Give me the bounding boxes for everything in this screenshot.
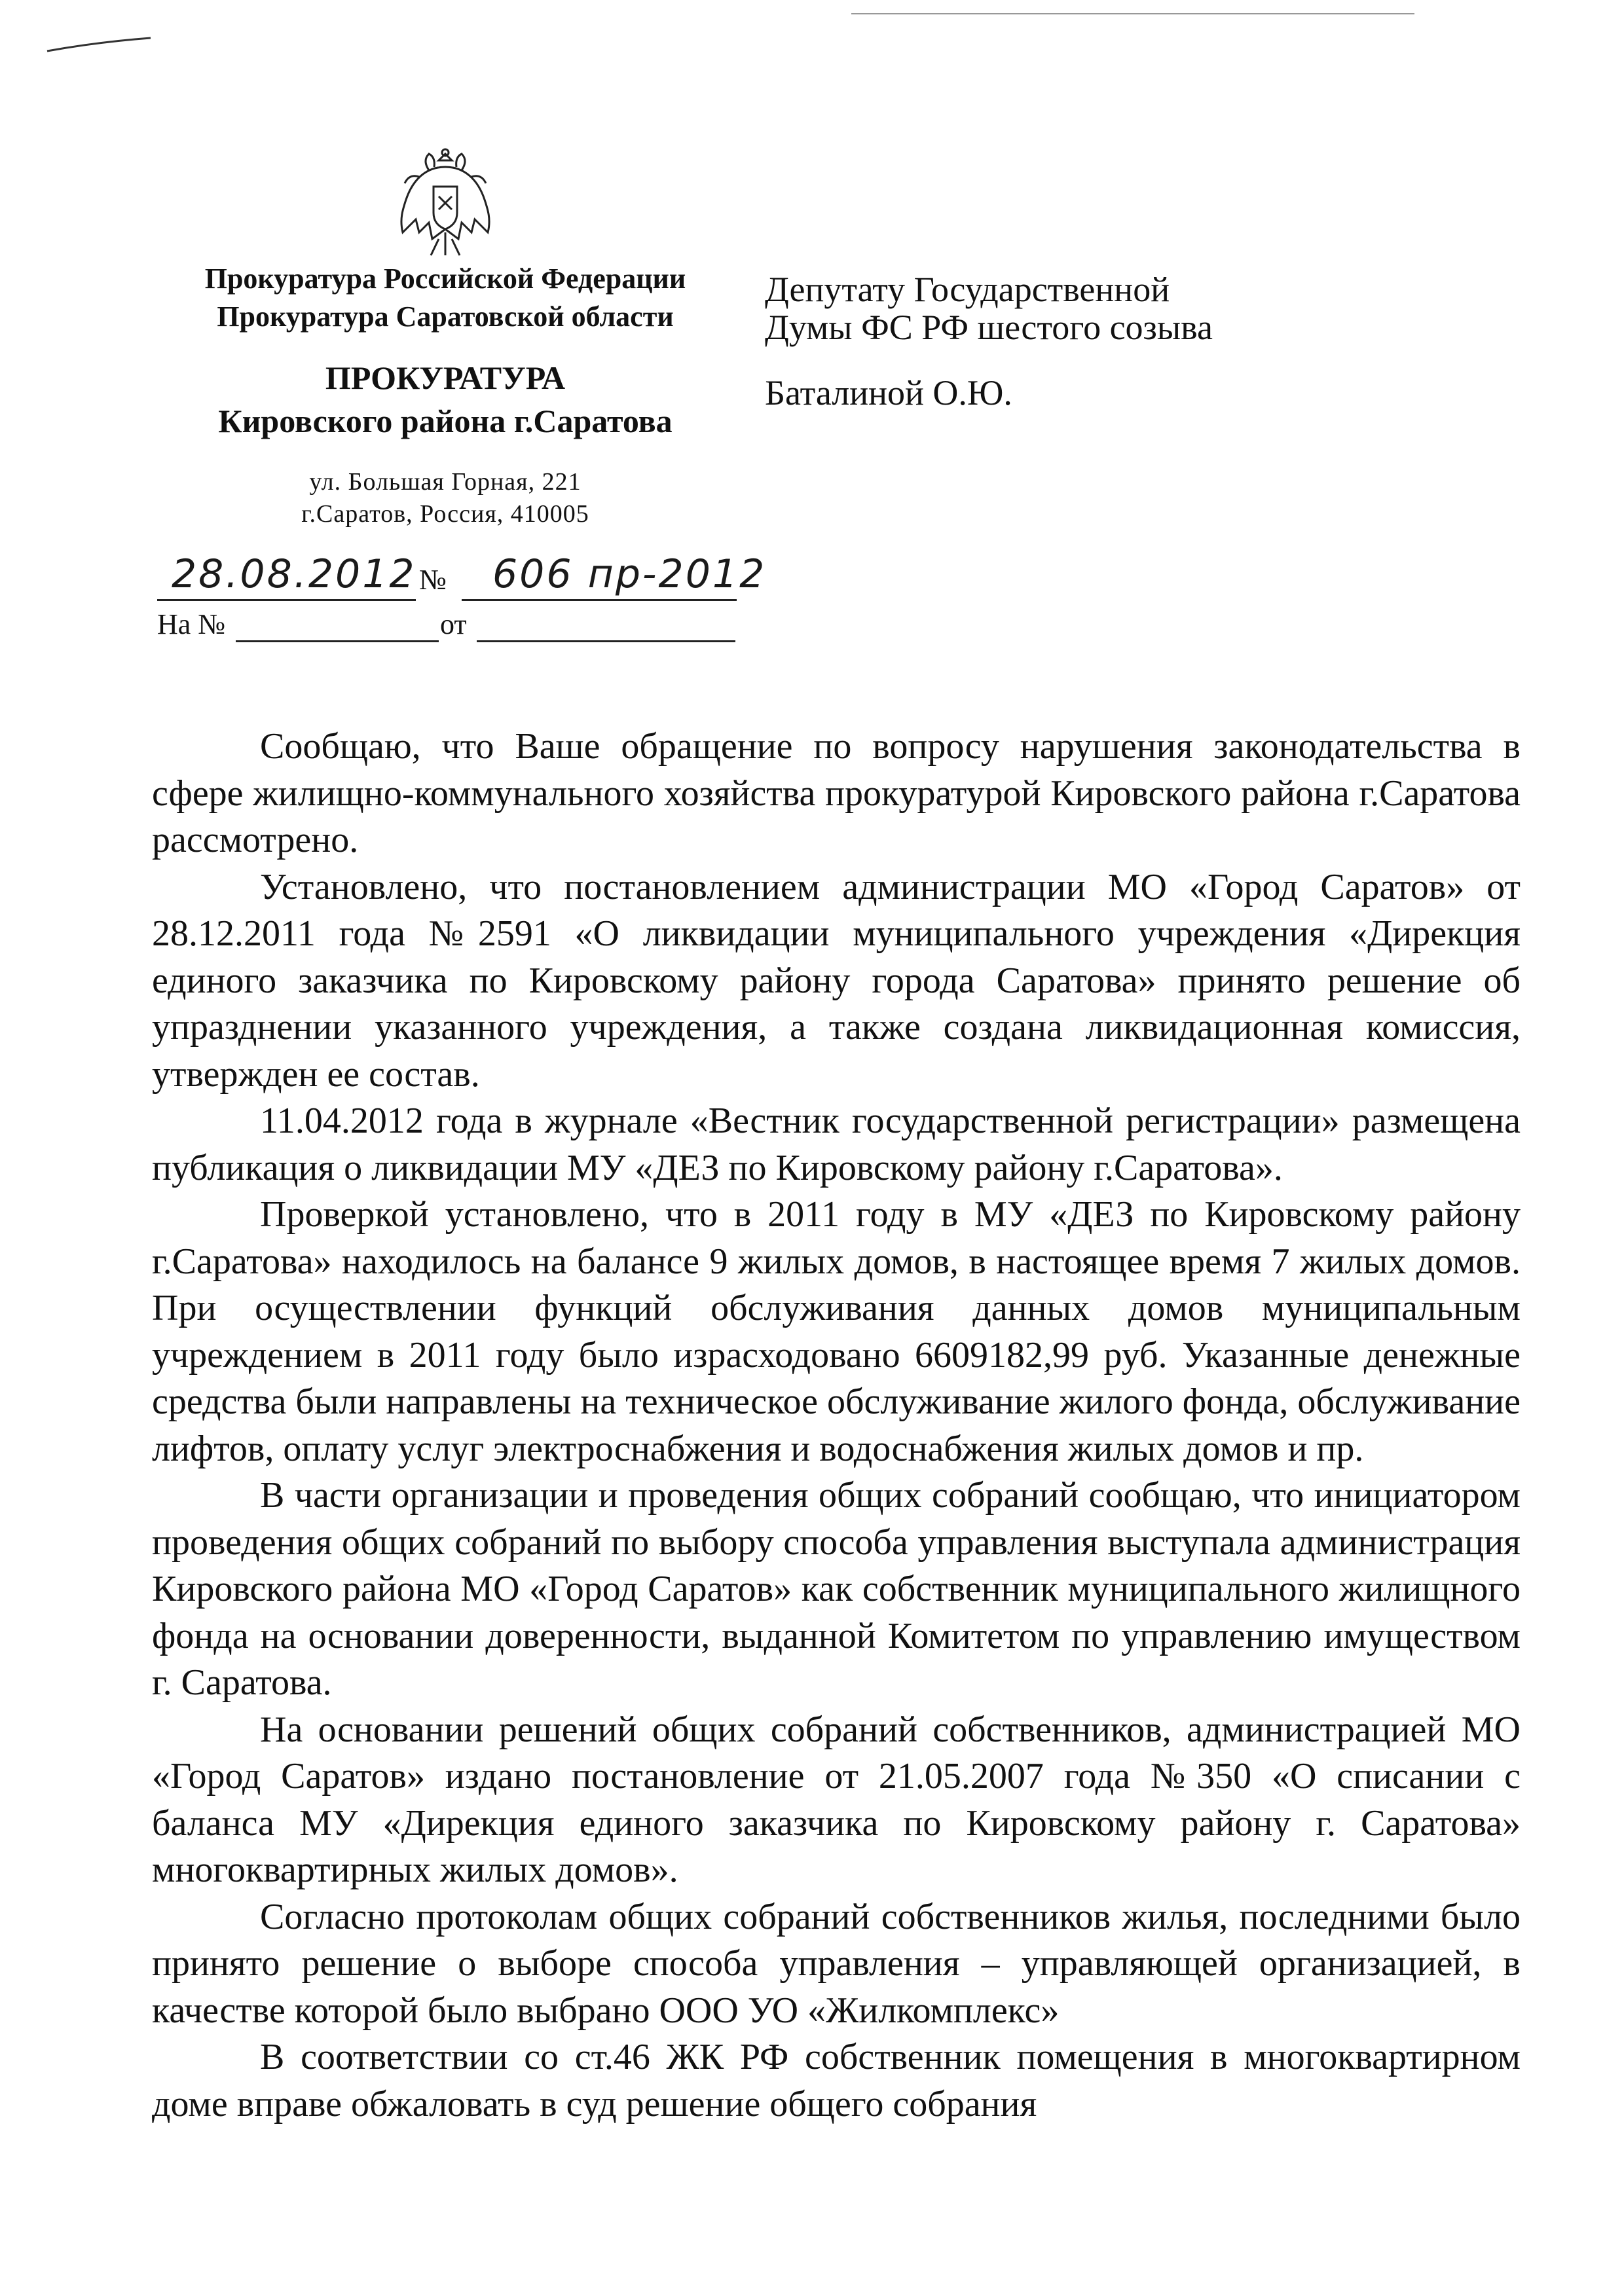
body-paragraph: Согласно протоколам общих собраний собственников жилья, последними было принято решение о выборе способа управления – управляющей организацией, в качестве которой было выбрано ООО УО «Жилкомплекс» [152, 1896, 1521, 2031]
letter-body [152, 723, 1521, 2128]
scan-edge-line [851, 13, 1414, 14]
body-paragraph: В соответствии со ст.46 ЖК РФ собственник помещения в многоквартирном доме вправе обжаловать в суд решение общего собрания [152, 2037, 1521, 2124]
body-paragraph: Проверкой установлено, что в 2011 году в МУ «ДЕЗ по Кировскому району г.Саратова» находилось на балансе 9 жилых домов, в настоящее время 7 жилых домов. При осуществлении функций обслуживания данных домов муниципальным учреждением в 2011 году было израсходовано 6609182,99 руб. Указанные денежные средства были направлены на техническое обслуживание жилого фонда, обслуживание лифтов, оплату услуг электроснабжения и водоснабжения жилых домов и пр. [152, 1194, 1521, 1469]
number-sign: № [419, 564, 447, 596]
body-paragraph: 11.04.2012 года в журнале «Вестник государственной регистрации» размещена публикация о ликвидации МУ «ДЕЗ по Кировскому району г.Саратова». [152, 1101, 1521, 1188]
from-label: от [440, 608, 467, 640]
recipient-position-line-2: Думы ФС РФ шестого созыва [765, 308, 1213, 347]
body-paragraph: В части организации и проведения общих собраний сообщаю, что инициатором проведения общих собраний по выбору способа управления выступала администрация Кировского района МО «Город Саратов» как собственник муниципального жилищного фонда на основании доверенности, выданной Комитетом по управлению имуществом г. Саратова. [152, 1475, 1521, 1703]
body-paragraph: Установлено, что постановлением администрации МО «Город Саратов» от 28.12.2011 года №2591 «О ликвидации муниципального учреждения «Дирекция единого заказчика по Кировскому району города Саратова» принято решение об упразднении указанного учреждения, а также создана ликвидационная комиссия, утвержден ее состав. [152, 866, 1521, 1095]
org-line-region: Прокуратура Саратовской области [217, 301, 674, 333]
org-title: ПРОКУРАТУРА [325, 359, 566, 396]
org-address-city: г.Саратов, Россия, 410005 [301, 500, 589, 528]
reply-to-label: На № [157, 608, 226, 640]
recipient-position-line-1: Депутату Государственной [765, 270, 1170, 309]
number-underline [462, 599, 737, 601]
body-paragraph: На основании решений общих собраний собственников, администрацией МО «Город Саратов» издано постановление от 21.05.2007 года №350 «О списании с баланса МУ «Дирекция единого заказчика по Кировскому району г. Саратова» многоквартирных жилых домов». [152, 1709, 1521, 1890]
coat-of-arms-icon [393, 147, 498, 262]
org-line-federation: Прокуратура Российской Федерации [204, 263, 686, 295]
body-paragraph: Сообщаю, что Ваше обращение по вопросу нарушения законодательства в сфере жилищно-коммунального хозяйства прокуратурой Кировского района г.Саратова рассмотрено. [152, 726, 1521, 860]
outgoing-number: 606 пр-2012 [492, 551, 767, 597]
org-subtitle: Кировского района г.Саратова [218, 403, 673, 439]
reply-number-underline [236, 640, 439, 642]
recipient-name: Баталиной О.Ю. [765, 373, 1012, 412]
org-address-street: ул. Большая Горная, 221 [309, 468, 581, 496]
reply-date-underline [477, 640, 735, 642]
date-underline [157, 599, 416, 601]
scan-mark-top-left [46, 33, 157, 59]
outgoing-date: 28.08.2012 [172, 551, 416, 597]
